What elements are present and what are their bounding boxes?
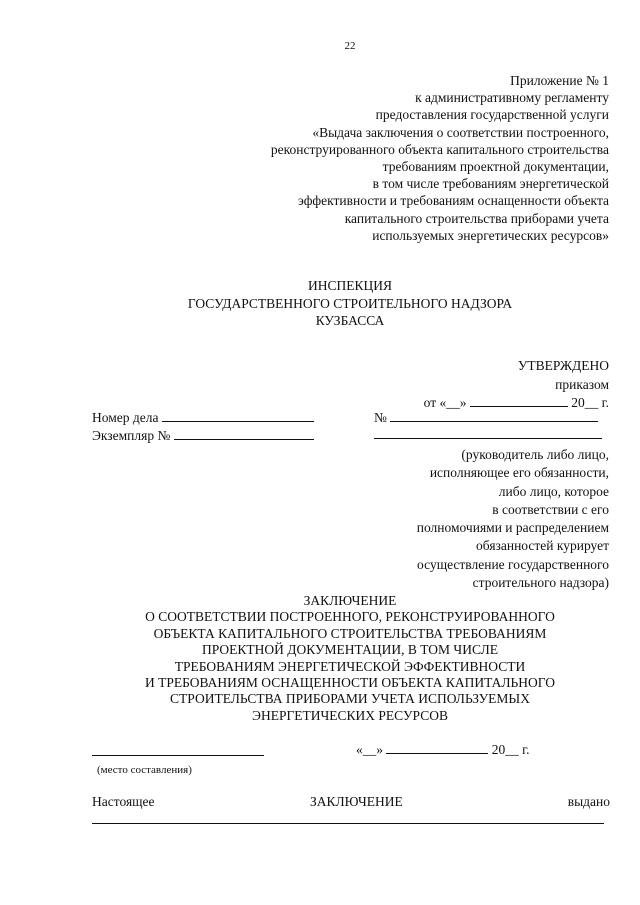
head-note [417,446,609,592]
conclusion-date-row [356,742,530,758]
head-note-line: в соответствии с его [492,501,609,517]
head-note-line: строительного надзора) [472,575,609,591]
conclusion-line: О СООТВЕТСТВИИ ПОСТРОЕННОГО, РЕКОНСТРУИРОВАННОГО [145,609,555,625]
issued-middle: ЗАКЛЮЧЕНИЕ [310,794,403,809]
order-year: 20__ г. [571,395,609,410]
conclusion-line: И ТРЕБОВАНИЯМ ОСНАЩЕННОСТИ ОБЪЕКТА КАПИТАЛЬНОГО [144,675,556,691]
signature-row [374,427,602,443]
copy-number-row [92,427,314,445]
case-number-row [92,409,314,427]
page-number: 22 [344,40,356,52]
case-number-field[interactable] [162,410,314,422]
order-number-field[interactable] [390,410,598,422]
head-note-line: осуществление государственного [417,556,609,572]
appendix-line: реконструированного объекта капитального строительства [270,141,609,157]
conclusion-line: ЗАКЛЮЧЕНИЕ [303,593,397,608]
issued-left: Настоящее [92,794,155,809]
appendix-line: Приложение № 1 [510,73,609,88]
approval-block [424,357,609,413]
conclusion-line: ПРОЕКТНОЙ ДОКУМЕНТАЦИИ, В ТОМ ЧИСЛЕ [201,642,499,658]
place-label: (место составления) [97,764,192,776]
issued-to-field[interactable] [92,822,604,824]
appendix-line: требованиям проектной документации, [382,159,609,175]
place-field[interactable] [92,745,264,756]
head-note-line: (руководитель либо лицо, [461,447,609,462]
appendix-header [271,72,609,244]
conclusion-line: ОБЪЕКТА КАПИТАЛЬНОГО СТРОИТЕЛЬСТВА ТРЕБОВАНИЯМ [153,625,547,641]
order-number-label: № [374,410,387,425]
conclusion-year: 20__ г. [491,742,530,757]
conclusion-line: ЭНЕРГЕТИЧЕСКИХ РЕСУРСОВ [252,707,448,723]
issued-right: выдано [567,794,610,809]
head-note-line: либо лицо, которое [498,483,609,499]
organization-name [0,277,640,330]
order-date-prefix: от «__» [423,395,467,410]
order-date-field[interactable] [470,395,568,407]
order-number-row [374,409,598,427]
case-number-label: Номер дела [92,410,159,425]
conclusion-date-prefix: «__» [356,742,383,757]
org-line: ГОСУДАРСТВЕННОГО СТРОИТЕЛЬНОГО НАДЗОРА [187,295,513,311]
appendix-line: эффективности и требованиям оснащенности объекта [298,193,609,209]
approved-label: УТВЕРЖДЕНО [517,358,609,373]
conclusion-line: ТРЕБОВАНИЯМ ЭНЕРГЕТИЧЕСКОЙ ЭФФЕКТИВНОСТИ [174,658,526,674]
signature-field[interactable] [374,427,602,439]
copy-number-field[interactable] [174,428,314,440]
appendix-line: предоставления государственной услуги [375,107,609,123]
org-line: ИНСПЕКЦИЯ [307,278,392,293]
head-note-line: обязанностей курирует [476,538,609,554]
head-note-line: исполняющее его обязанности, [429,465,609,481]
order-label: приказом [555,376,609,392]
conclusion-title [0,593,640,724]
conclusion-line: СТРОИТЕЛЬСТВА ПРИБОРАМИ УЧЕТА ИСПОЛЬЗУЕМЫХ [170,691,530,707]
conclusion-date-field[interactable] [386,742,488,754]
appendix-line: используемых энергетических ресурсов» [372,227,609,243]
appendix-line: «Выдача заключения о соответствии построенного, [312,124,609,140]
org-line: КУЗБАССА [315,313,385,328]
copy-number-label: Экземпляр № [92,428,171,443]
head-note-line: полномочиями и распределением [416,520,609,536]
appendix-line: к административному регламенту [415,90,609,106]
appendix-line: в том числе требованиям энергетической [372,176,609,192]
appendix-line: капитального строительства приборами учета [344,210,609,226]
